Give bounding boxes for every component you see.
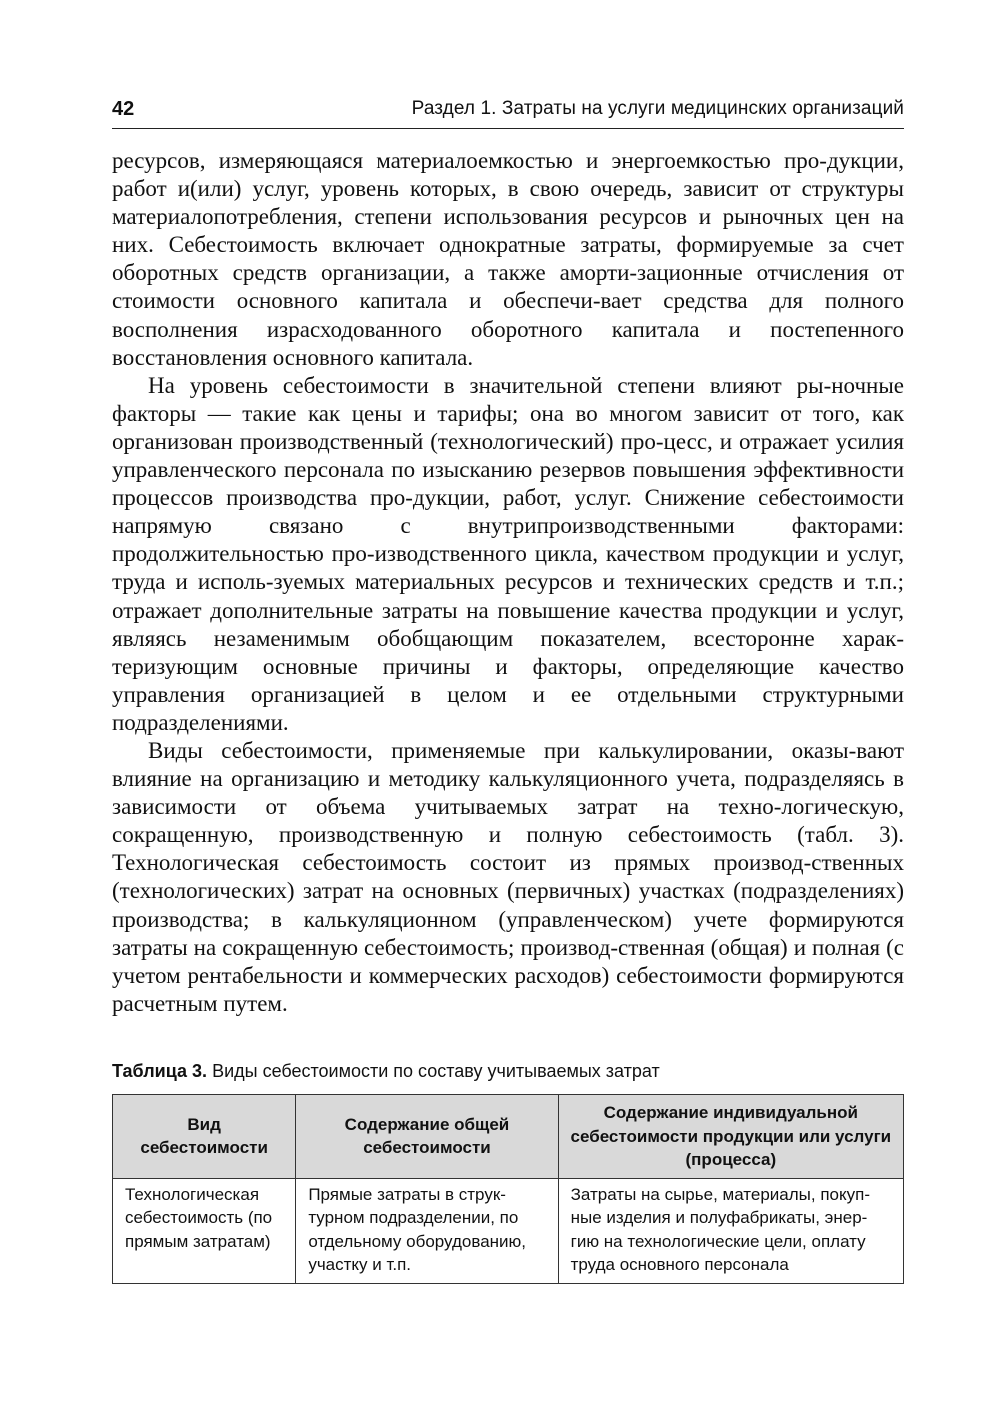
table-caption-label: Таблица 3. bbox=[112, 1061, 208, 1081]
table-cell: Прямые затраты в струк-турном подразделении, по отдельному оборудованию, участку и т.п. bbox=[296, 1178, 558, 1283]
page-header bbox=[112, 96, 904, 129]
table-header-row bbox=[113, 1095, 904, 1179]
column-header-individual: Содержание индивидуальной себестоимости продукции или услуги (процесса) bbox=[558, 1095, 903, 1179]
table-cell: Затраты на сырье, материалы, покуп-ные изделия и полуфабрикаты, энер-гию на технологические цели, оплату труда основного персонала bbox=[558, 1178, 903, 1283]
running-head: Раздел 1. Затраты на услуги медицинских организаций bbox=[411, 98, 904, 119]
paragraph-3: Виды себестоимости, применяемые при калькулировании, оказы-вают влияние на организацию и методику калькуляционного учета, подразделяясь в зависимости от объема учитываемых затрат на техно-логическую, сокращенную, производственную и полную себестоимость (табл. 3). Технологическая себестоимость состоит из прямых производ-ственных (технологических) затрат на основных (первичных) участках (подразделениях) производства; в калькуляционном (управленческом) учете формируются затраты на сокращенную себестоимость; производ-ственная (общая) и полная (с учетом рентабельности и коммерческих расходов) себестоимости формируются расчетным путем. bbox=[112, 737, 904, 1016]
paragraph-2: На уровень себестоимости в значительной степени влияют ры-ночные факторы — такие как цены и тарифы; она во многом зависит от того, как организован производственный (технологический) про-цесс, и отражает усилия управленческого персонала по изысканию резервов повышения эффективности процессов производства про-дукции, работ, услуг. Снижение себестоимости напрямую связано с внутрипроизводственными факторами: продолжительностью про-изводственного цикла, качеством продукции и услуг, труда и исполь-зуемых материальных ресурсов и технических средств и т.п.; отражает дополнительные затраты на повышение качества продукции и услуг, являясь незаменимым обобщающим показателем, всесторонне харак-теризующим основные причины и факторы, определяющие качество управления организацией в целом и ее отдельными структурными подразделениями. bbox=[112, 372, 904, 735]
table-caption bbox=[112, 1059, 904, 1083]
body-text bbox=[112, 147, 904, 1018]
column-header-general: Содержание общей себестоимости bbox=[296, 1095, 558, 1179]
column-header-type: Вид себестоимости bbox=[113, 1095, 296, 1179]
cost-types-table bbox=[112, 1094, 904, 1284]
table-row bbox=[113, 1178, 904, 1283]
table-cell: Технологическая себестоимость (по прямым затратам) bbox=[113, 1178, 296, 1283]
page-number: 42 bbox=[112, 98, 135, 120]
table-caption-text: Виды себестоимости по составу учитываемых затрат bbox=[212, 1061, 660, 1081]
paragraph-1: ресурсов, измеряющаяся материалоемкостью и энергоемкостью про-дукции, работ и(или) услуг, уровень которых, в свою очередь, зависит от структуры материалопотребления, степени использования ресурсов и рыночных цен на них. Себестоимость включает однократные затраты, формируемые за счет оборотных средств организации, а также аморти-зационные отчисления от стоимости основного капитала и обеспечи-вает средства для полного восполнения израсходованного оборотного капитала и постепенного восстановления основного капитала. bbox=[112, 148, 904, 370]
